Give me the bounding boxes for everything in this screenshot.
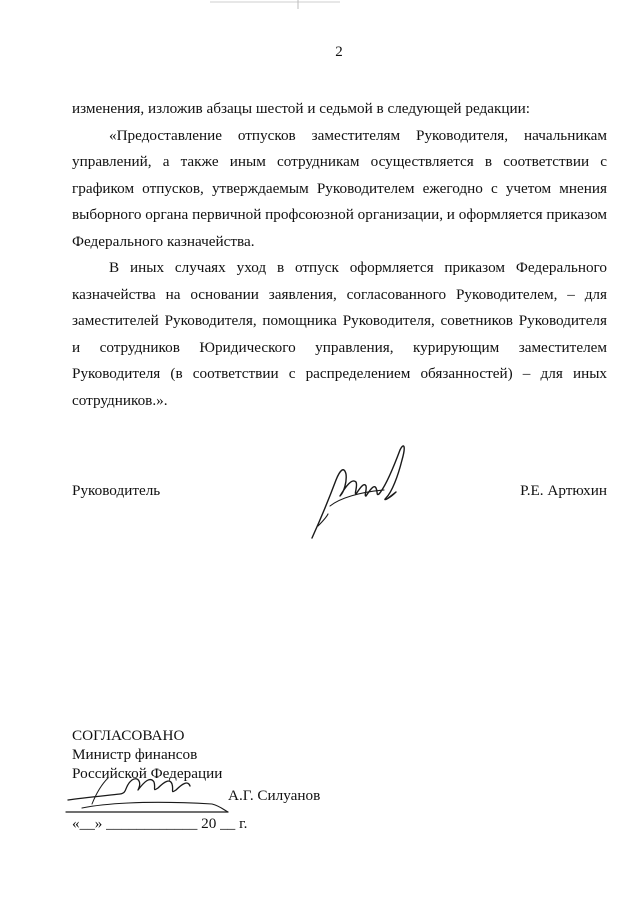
page-number: 2 — [335, 44, 343, 60]
document-body — [72, 96, 607, 414]
approval-organization: Российской Федерации — [72, 765, 223, 782]
paragraph-intro: изменения, изложив абзацы шестой и седьмой в следующей редакции: — [72, 100, 530, 117]
paragraph-vacation-schedule: «Предоставление отпусков заместителям Руководителя, начальникам управлений, а также иным сотрудникам осуществляется в соответствии с графиком отпусков, утверждаемым Руководителем ежегодно с учетом мнения выборного органа первичной профсоюзной организации, и оформляется приказом Федерального казначейства. — [72, 126, 607, 250]
approval-signatory-name: А.Г. Силуанов — [228, 787, 321, 804]
approval-heading: СОГЛАСОВАНО — [72, 727, 185, 744]
handwritten-signature — [300, 436, 420, 546]
scan-mark — [210, 0, 340, 10]
signatory-title: Руководитель — [72, 482, 161, 499]
approval-position: Министр финансов — [72, 746, 198, 763]
paragraph-other-cases: В иных случаях уход в отпуск оформляется приказом Федерального казначейства на основании заявления, согласованного Руководителем, – для заместителей Руководителя, помощника Руководителя, советников Руководителя и сотрудников Юридического управления, курирующим заместителем Руководителя (в соответствии с распределением обязанностей) – для иных сотрудников.». — [72, 259, 607, 409]
approval-date-line: «__» ____________ 20 __ г. — [72, 815, 248, 832]
approval-signature — [62, 758, 232, 818]
signatory-name: Р.Е. Артюхин — [520, 482, 607, 499]
